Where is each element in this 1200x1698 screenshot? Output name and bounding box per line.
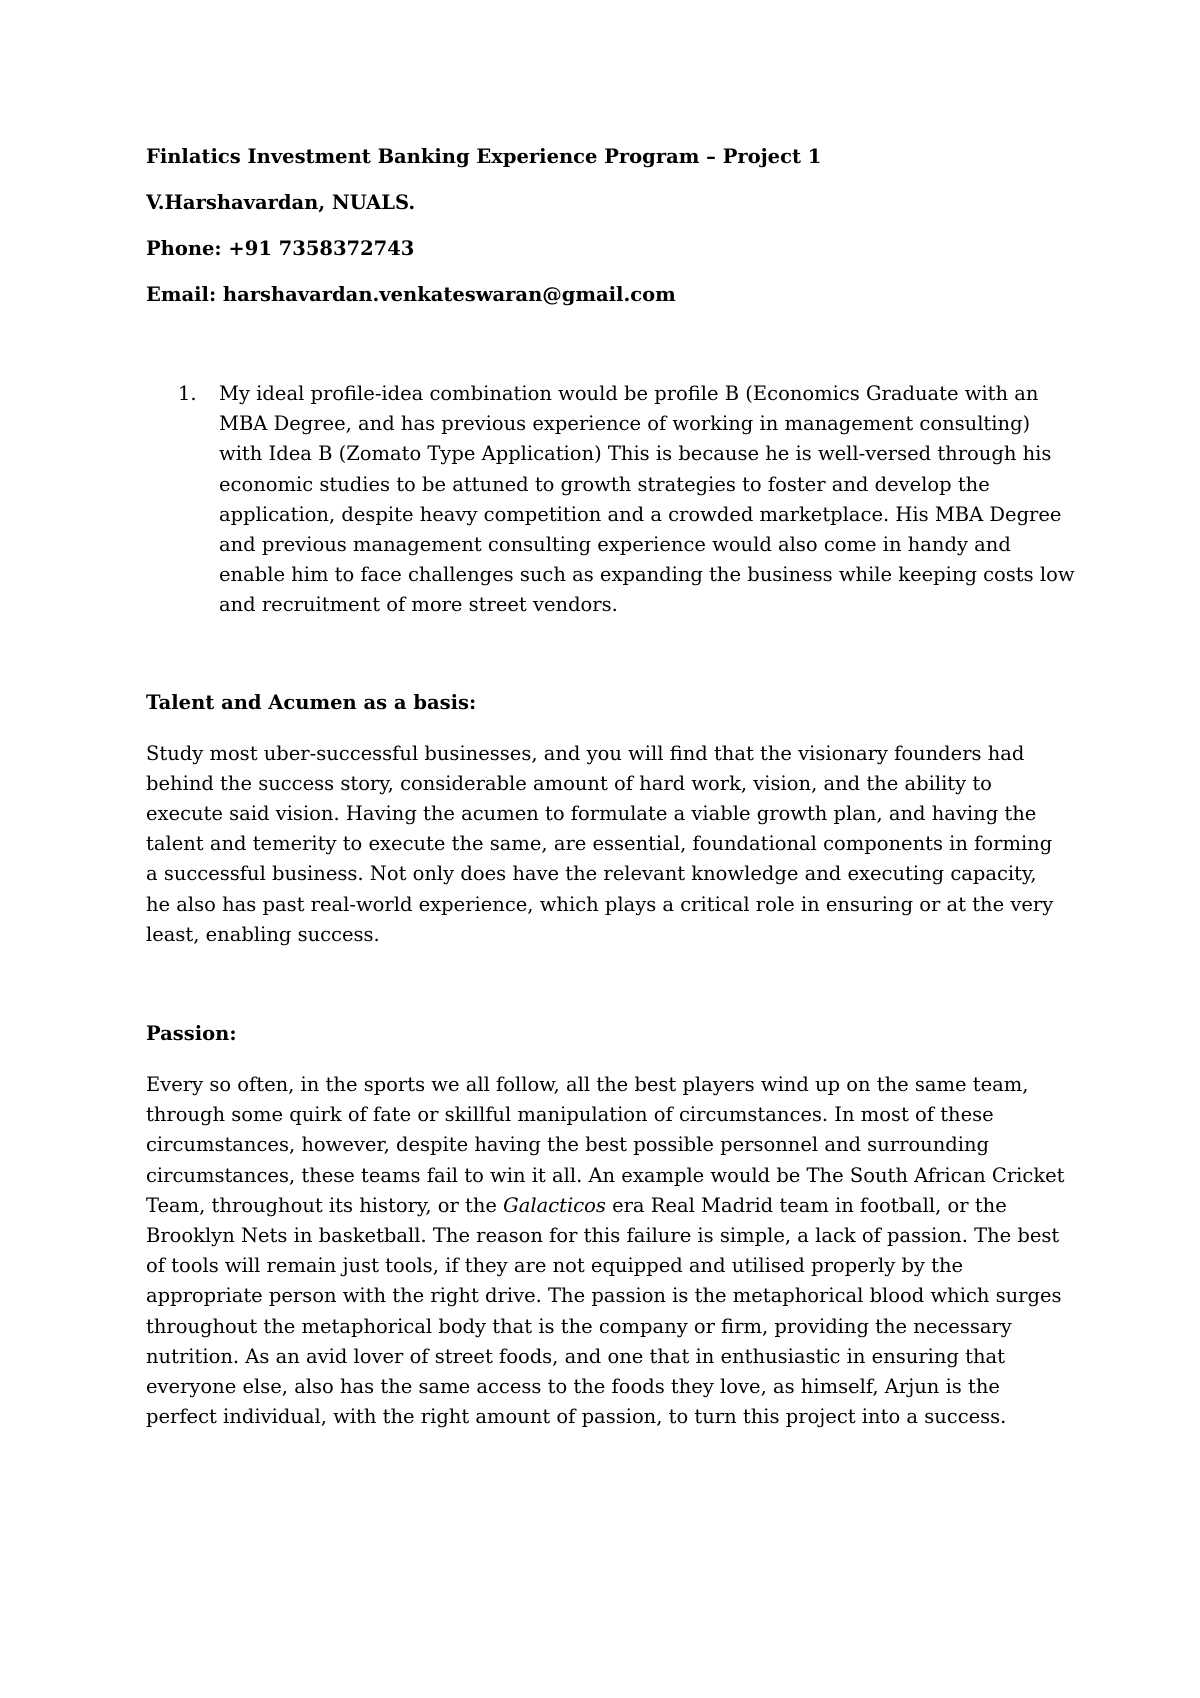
list-item-text: My ideal profile-idea combination would be profile B (Economics Graduate with an MBA Degree, and has previous experience of working in management consulting) with Idea B (Zomato Type Application) This is because he is well-versed through his economic studies to be attuned to growth strategies to foster and develop the application, despite heavy competition and a crowded marketplace. His MBA Degree and previous management consulting experience would also come in handy and enable him to face challenges such as expanding the business while keeping costs low and recruitment of more street vendors.: [219, 382, 1075, 617]
talent-section: [146, 691, 1066, 950]
passion-paragraph: [146, 1070, 1066, 1432]
email-line: Email: harshavardan.venkateswaran@gmail.com: [146, 283, 676, 306]
talent-heading: Talent and Acumen as a basis:: [146, 690, 477, 714]
passion-text-part2: era Real Madrid team in football, or the Brooklyn Nets in basketball. The reason for this failure is simple, a lack of passion. The best of tools will remain just tools, if they are not equipped and utilised properly by the appropriate person with the right drive. The passion is the metaphorical blood which surges throughout the metaphorical body that is the company or firm, providing the necessary nutrition. As an avid lover of street foods, and one that in enthusiastic in ensuring that everyone else, also has the same access to the foods they love, as himself, Arjun is the perfect individual, with the right amount of passion, to turn this project into a success.: [146, 1193, 1062, 1429]
numbered-list: [146, 379, 1075, 621]
passion-heading: Passion:: [146, 1022, 237, 1046]
passion-text-part1: Every so often, in the sports we all follow, all the best players wind up on the same team, through some quirk of fate or skillful manipulation of circumstances. In most of these circumstances, however, despite having the best possible personnel and surrounding circumstances, these teams fail to win it all. An example would be The South African Cricket Team, throughout its history, or the: [146, 1073, 1065, 1217]
document-title: Finlatics Investment Banking Experience Program – Project 1: [146, 145, 822, 168]
talent-paragraph: Study most uber-successful businesses, and you will find that the visionary founders had behind the success story, considerable amount of hard work, vision, and the ability to execute said vision. Having the acumen to formulate a viable growth plan, and having the talent and temerity to execute the same, are essential, foundational components in forming a successful business. Not only does have the relevant knowledge and executing capacity, he also has past real-world experience, which plays a critical role in ensuring or at the very least, enabling success.: [146, 741, 1054, 946]
passion-italic-term: Galacticos: [503, 1193, 606, 1217]
passion-section: [146, 1022, 1066, 1432]
list-item-number: 1.: [178, 382, 197, 405]
phone-line: Phone: +91 7358372743: [146, 237, 415, 260]
author-line: V.Harshavardan, NUALS.: [146, 191, 416, 214]
document-body: [146, 145, 1075, 1432]
